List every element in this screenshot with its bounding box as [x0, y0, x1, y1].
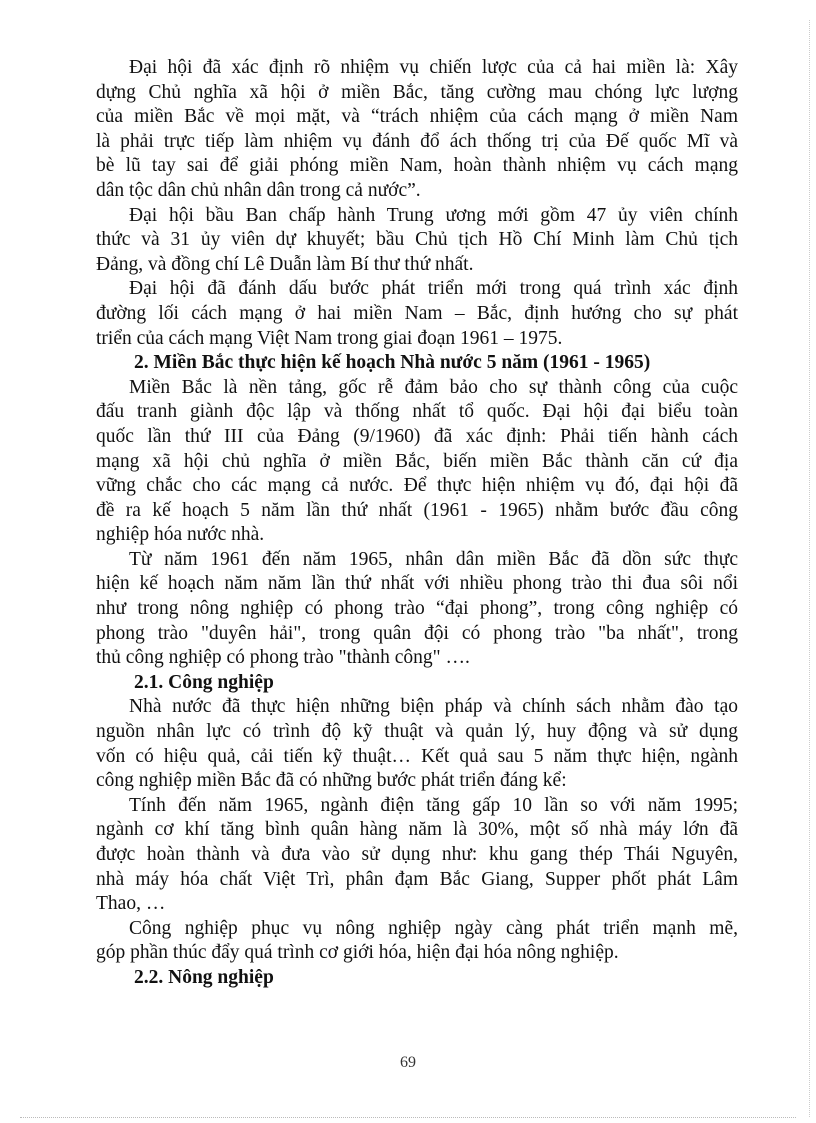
page-right-dotted-border: [809, 20, 810, 1117]
paragraph-line: là phải trực tiếp làm nhiệm vụ đánh đổ ách thống trị của Đế quốc Mĩ và: [96, 130, 738, 152]
paragraph-line: Từ năm 1961 đến năm 1965, nhân dân miền Bắc đã dồn sức thực: [129, 548, 738, 570]
paragraph-line: bè lũ tay sai để giải phóng miền Nam, hoàn thành nhiệm vụ cách mạng: [96, 155, 738, 177]
paragraph-line: đề ra kế hoạch 5 năm lần thứ nhất (1961 - 1965) nhằm bước đầu công: [96, 499, 738, 521]
paragraph-line: ngành cơ khí tăng bình quân hàng năm là 30%, một số nhà máy lớn đã: [96, 819, 738, 841]
paragraph-line: đấu tranh giành độc lập và thống nhất tổ quốc. Đại hội đại biểu toàn: [96, 401, 738, 423]
paragraph-line: Đại hội bầu Ban chấp hành Trung ương mới gồm 47 ủy viên chính: [129, 204, 738, 226]
paragraph-line: của miền Bắc về mọi mặt, và “trách nhiệm của cách mạng ở miền Nam: [96, 106, 738, 128]
paragraph-line: thức và 31 ủy viên dự khuyết; bầu Chủ tịch Hồ Chí Minh làm Chủ tịch: [96, 229, 738, 251]
paragraph-line: nguồn nhân lực có trình độ kỹ thuật và quản lý, huy động và sử dụng: [96, 721, 738, 743]
paragraph-line: Đại hội đã xác định rõ nhiệm vụ chiến lược của cả hai miền là: Xây: [129, 57, 738, 78]
paragraph-line: quốc lần thứ III của Đảng (9/1960) đã xác định: Phải tiến hành cách: [96, 425, 738, 447]
paragraph-line: được hoàn thành và đưa vào sử dụng như: khu gang thép Thái Nguyên,: [96, 844, 738, 865]
paragraph-line: mạng xã hội chủ nghĩa ở miền Bắc, biến miền Bắc thành căn cứ địa: [96, 450, 738, 472]
paragraph-line: hiện kế hoạch năm năm lần thứ nhất với nhiều phong trào thi đua sôi nổi: [96, 573, 738, 595]
page-number: 69: [400, 1054, 416, 1071]
paragraph-line: Đại hội đã đánh dấu bước phát triển mới trong quá trình xác định: [129, 278, 738, 300]
paragraph-line: vững chắc cho các mạng cả nước. Để thực hiện nhiệm vụ đó, đại hội đã: [96, 475, 738, 497]
paragraph-line: nhà máy hóa chất Việt Trì, phân đạm Bắc Giang, Supper phốt phát Lâm: [96, 868, 738, 890]
paragraph-line: như trong nông nghiệp có phong trào “đại phong”, trong công nghiệp có: [96, 598, 738, 620]
paragraph-line: phong trào "duyên hải", trong quân đội có phong trào "ba nhất", trong: [96, 622, 738, 644]
paragraph-line: công nghiệp miền Bắc đã có những bước phát triển đáng kể:: [96, 770, 567, 792]
subsection-heading: 2.1. Công nghiệp: [134, 671, 274, 693]
paragraph-line: Nhà nước đã thực hiện những biện pháp và chính sách nhằm đào tạo: [129, 696, 738, 718]
paragraph-line: Thao, …: [96, 893, 166, 915]
paragraph-line: Miền Bắc là nền tảng, gốc rễ đảm bảo cho sự thành công của cuộc: [129, 376, 738, 398]
paragraph-line: dân tộc dân chủ nhân dân trong cả nước”.: [96, 179, 421, 201]
paragraph-line: Công nghiệp phục vụ nông nghiệp ngày càng phát triển mạnh mẽ,: [129, 917, 738, 939]
paragraph-line: nghiệp hóa nước nhà.: [96, 524, 265, 546]
subsection-heading: 2.2. Nông nghiệp: [134, 966, 274, 988]
paragraph-line: vốn có hiệu quả, cải tiến kỹ thuật… Kết quả sau 5 năm thực hiện, ngành: [96, 745, 738, 767]
paragraph-line: đường lối cách mạng ở hai miền Nam – Bắc, định hướng cho sự phát: [96, 302, 738, 324]
paragraph-line: Tính đến năm 1965, ngành điện tăng gấp 10 lần so với năm 1995;: [129, 794, 738, 816]
document-page: [96, 56, 738, 991]
page-bottom-dotted-border: [20, 1117, 796, 1118]
section-heading: 2. Miền Bắc thực hiện kế hoạch Nhà nước 5 năm (1961 - 1965): [134, 352, 651, 374]
paragraph-line: thủ công nghiệp có phong trào "thành công" ….: [96, 647, 470, 669]
paragraph-line: triển của cách mạng Việt Nam trong giai đoạn 1961 – 1975.: [96, 327, 563, 349]
paragraph-line: Đảng, và đồng chí Lê Duẫn làm Bí thư thứ nhất.: [96, 253, 474, 275]
paragraph-line: góp phần thúc đẩy quá trình cơ giới hóa, hiện đại hóa nông nghiệp.: [96, 942, 619, 964]
paragraph-line: dựng Chủ nghĩa xã hội ở miền Bắc, tăng cường mau chóng lực lượng: [96, 81, 738, 103]
